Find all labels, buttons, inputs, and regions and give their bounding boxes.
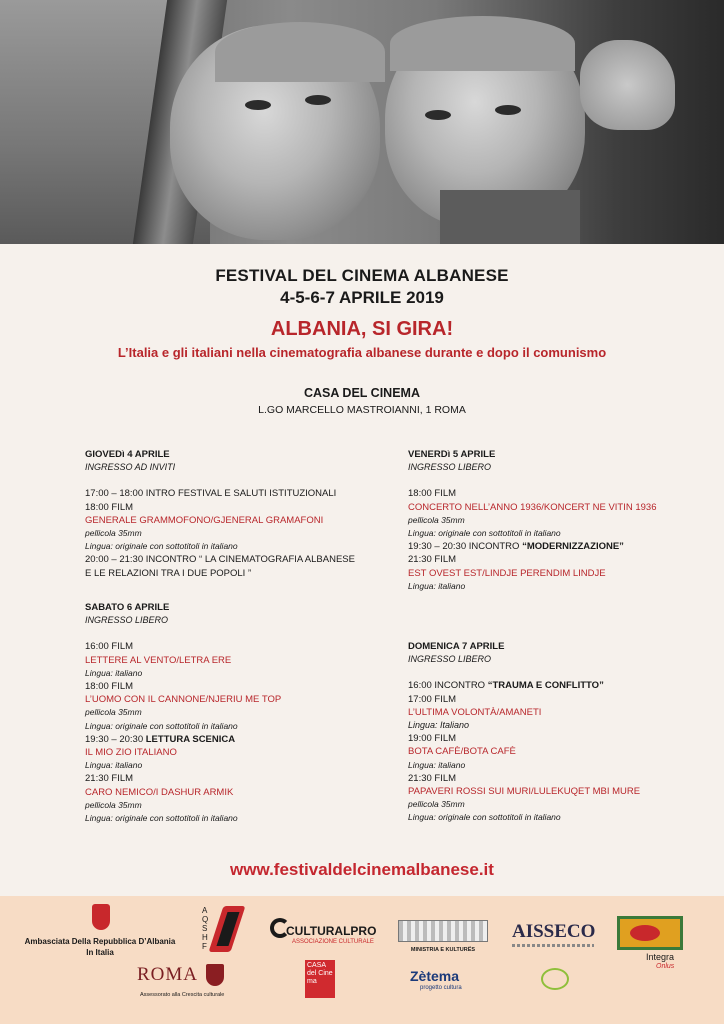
film-language: Lingua: italiano [408, 580, 466, 591]
entry-info: INGRESSO LIBERO [408, 462, 492, 473]
film-language: Lingua: Italiano [408, 720, 470, 731]
film-title: L’UOMO CON IL CANNONE/NJERIU ME TOP [85, 694, 282, 706]
film-language: Lingua: italiano [408, 759, 466, 770]
festival-tagline: L’Italia e gli italiani nella cinematografia albanese durante e dopo il comunismo [117, 345, 607, 360]
film-title: EST OVEST EST/LINDJE PERENDIM LINDJE [408, 567, 606, 579]
film-language: Lingua: italiano [85, 760, 143, 771]
schedule-saturday [85, 601, 385, 825]
film-format: pellicola 35mm [408, 514, 465, 525]
albania-emblem-icon [92, 904, 110, 930]
program-line: E LE RELAZIONI TRA I DUE POPOLI ” [85, 567, 252, 579]
day-heading: DOMENICA 7 APRILE [408, 641, 505, 652]
venue-address: L.GO MARCELLO MASTROIANNI, 1 ROMA [258, 404, 466, 416]
header-photo [0, 0, 724, 244]
film-title: IL MIO ZIO ITALIANO [85, 747, 177, 759]
aisseco-logo: AISSECO [512, 921, 596, 942]
culturalpro-logo: CULTURALPRO [286, 924, 377, 938]
film-title: PAPAVERI ROSSI SUI MURI/LULEKUQET MBI MURE [408, 786, 641, 798]
roma-subtitle: Assessorato alla Crescita culturale [140, 992, 225, 998]
festival-dates: 4-5-6-7 APRILE 2019 [280, 288, 444, 307]
day-heading: GIOVEDì 4 APRILE [85, 449, 170, 460]
integra-bird-icon [630, 925, 660, 941]
program-line: 21:30 FILM [85, 773, 134, 785]
ministry-logo: MINISTRIA E KULTURËS [410, 947, 476, 953]
program-line: 21:30 FILM [408, 772, 457, 784]
zetema-subtitle: progetto cultura [420, 985, 462, 991]
day-heading: SABATO 6 APRILE [85, 602, 170, 613]
sponsor-footer [0, 896, 724, 1024]
film-language: Lingua: originale con sottotitoli in italiano [85, 720, 238, 731]
festival-title: FESTIVAL DEL CINEMA ALBANESE [215, 266, 509, 285]
website-link[interactable]: www.festivaldelcinemalbanese.it [230, 860, 494, 879]
program-line: 19:00 FILM [408, 733, 457, 745]
film-format: pellicola 35mm [85, 528, 142, 539]
film-title: CARO NEMICO/I DASHUR ARMIK [85, 786, 234, 798]
roma-logo: ROMA [137, 964, 199, 985]
program-line: 18:00 FILM [408, 488, 457, 500]
event-title: “MODERNIZZAZIONE” [522, 541, 624, 553]
event-title: LETTURA SCENICA [145, 733, 236, 745]
day-heading: VENERDì 5 APRILE [408, 449, 496, 460]
film-title: LETTERE AL VENTO/LETRA ERE [85, 654, 232, 666]
schedule-thursday [85, 448, 385, 580]
aqshf-text: A Q S H F [202, 906, 209, 951]
photo-hand [580, 40, 675, 130]
film-format: pellicola 35mm [408, 799, 465, 810]
film-title: L’ULTIMA VOLONTÀ/AMANETI [408, 706, 542, 718]
schedule-sunday [408, 640, 708, 825]
venue-name: CASA DEL CINEMA [304, 386, 420, 400]
program-line: 17:00 – 18:00 INTRO FESTIVAL E SALUTI ISTITUZIONALI [85, 488, 337, 500]
program-line: 16:00 FILM [85, 641, 134, 653]
photo-eye [425, 110, 451, 120]
program-line [408, 679, 708, 692]
film-language: Lingua: originale con sottotitoli in italiano [408, 812, 561, 823]
roma-crest-icon [206, 964, 224, 986]
festival-subtitle: ALBANIA, SI GIRA! [270, 318, 454, 340]
photo-shirt [440, 190, 580, 244]
culturalpro-subtitle: ASSOCIAZIONE CULTURALE [292, 939, 374, 945]
program-line: 18:00 FILM [85, 501, 134, 513]
entry-info: INGRESSO AD INVITI [85, 462, 176, 473]
program-line: 18:00 FILM [85, 681, 134, 693]
embassy-name: Ambasciata Della Repubblica D’Albania [24, 937, 176, 946]
green-badge-icon [541, 968, 569, 990]
integra-logo: Integra [646, 952, 675, 962]
integra-subtitle: Onlus [656, 963, 675, 970]
ministry-building-icon [398, 920, 488, 942]
program-time: 16:00 INCONTRO [408, 680, 488, 692]
program-line [408, 540, 708, 553]
film-title: CONCERTO NELL’ANNO 1936/KONCERT NE VITIN 1936 [408, 501, 657, 513]
film-format: pellicola 35mm [85, 799, 142, 810]
film-language: Lingua: originale con sottotitoli in italiano [408, 528, 561, 539]
program-line: 17:00 FILM [408, 693, 457, 705]
casa-del-cinema-logo: CASA del Cine ma [305, 960, 335, 998]
photo-hair-left [215, 22, 385, 82]
program-line [85, 733, 385, 746]
event-title: “TRAUMA E CONFLITTO” [487, 680, 604, 692]
program-line: 21:30 FILM [408, 554, 457, 566]
photo-eye [245, 100, 271, 110]
film-language: Lingua: italiano [85, 667, 143, 678]
embassy-country: In Italia [86, 948, 114, 957]
film-language: Lingua: originale con sottotitoli in italiano [85, 813, 238, 824]
photo-eye [305, 95, 331, 105]
film-format: pellicola 35mm [85, 707, 142, 718]
film-title: GENERALE GRAMMOFONO/GJENERAL GRAMAFONI [85, 514, 324, 526]
entry-info: INGRESSO LIBERO [408, 654, 492, 665]
film-title: BOTA CAFÈ/BOTA CAFÈ [408, 746, 516, 758]
embassy-logo [20, 936, 180, 958]
integra-art-icon [617, 916, 683, 950]
aqshf-logo [202, 906, 244, 954]
program-line: 20:00 – 21:30 INCONTRO “ LA CINEMATOGRAFIA ALBANESE [85, 554, 355, 566]
film-language: Lingua: originale con sottotitoli in italiano [85, 541, 238, 552]
program-time: 19:30 – 20:30 INCONTRO [408, 541, 523, 553]
photo-eye [495, 105, 521, 115]
photo-hair-right [390, 16, 575, 71]
zetema-logo: Zètema [410, 968, 460, 984]
schedule-friday [408, 448, 708, 593]
entry-info: INGRESSO LIBERO [85, 615, 169, 626]
program-time: 19:30 – 20:30 [85, 733, 146, 745]
aisseco-subtitle-line [512, 944, 594, 947]
